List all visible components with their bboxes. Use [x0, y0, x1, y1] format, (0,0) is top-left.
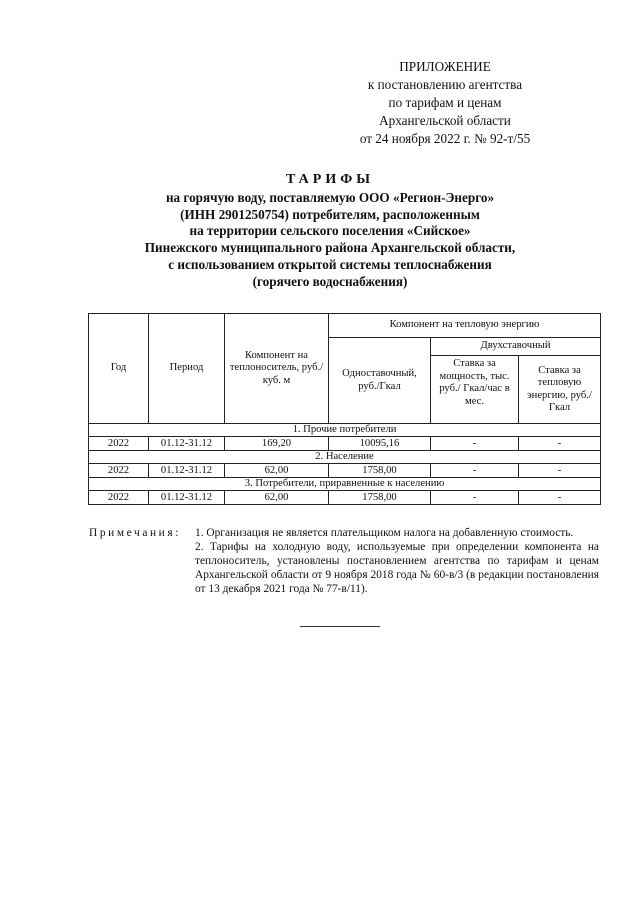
notes-text	[195, 526, 599, 596]
cell-capacity: -	[431, 464, 519, 478]
table-row	[89, 491, 601, 505]
appendix-line: по тарифам и ценам	[388, 95, 502, 110]
title-heading: ТАРИФЫ	[286, 172, 374, 187]
header-period: Период	[149, 314, 225, 424]
cell-capacity: -	[431, 437, 519, 451]
group-label: 1. Прочие потребители	[89, 424, 601, 437]
note-item: 2. Тарифы на холодную воду, используемые при определении компонента на теплоноситель, установлены постановлением агентства по тарифам и ценам Архангельской области от 9 ноября 2018 года № 60-в/3 (в редакции постановления от 13 декабря 2021 года № 77-в/11).	[195, 541, 599, 595]
document-title	[110, 172, 550, 291]
header-carrier: Компонент на теплоноситель, руб./куб. м	[225, 314, 329, 424]
header-two-rate: Двухставочный	[431, 338, 601, 356]
group-label: 2. Население	[89, 451, 601, 464]
appendix-date: от 24 ноября 2022 г. № 92-т/55	[359, 131, 531, 146]
cell-capacity: -	[431, 491, 519, 505]
title-line: (ИНН 2901250754) потребителям, расположенным	[180, 206, 480, 222]
table-row	[89, 464, 601, 478]
title-line: на территории сельского поселения «Сийское»	[189, 223, 471, 239]
cell-carrier: 169,20	[225, 437, 329, 451]
tariffs-table	[88, 313, 601, 505]
header-energy: Компонент на тепловую энергию	[329, 314, 601, 338]
separator-line	[300, 626, 380, 627]
cell-period: 01.12-31.12	[149, 437, 225, 451]
header-energy-rate: Ставка за тепловую энергию, руб./Гкал	[519, 356, 601, 424]
appendix-line: Архангельской области	[379, 113, 511, 128]
cell-energy: -	[519, 464, 601, 478]
cell-carrier: 62,00	[225, 491, 329, 505]
title-line: (горячего водоснабжения)	[252, 273, 408, 289]
group-label: 3. Потребители, приравненные к населению	[89, 478, 601, 491]
header-capacity-rate: Ставка за мощность, тыс. руб./ Гкал/час в мес.	[431, 356, 519, 424]
appendix-block	[330, 58, 560, 148]
cell-year: 2022	[89, 491, 149, 505]
cell-year: 2022	[89, 464, 149, 478]
cell-single: 10095,16	[329, 437, 431, 451]
cell-carrier: 62,00	[225, 464, 329, 478]
header-single-rate: Одноставочный, руб./Гкал	[329, 338, 431, 424]
title-line: Пинежского муниципального района Архангельской области,	[144, 240, 516, 256]
notes-label: Примечания:	[89, 527, 181, 539]
title-line: на горячую воду, поставляемую ООО «Регион-Энерго»	[165, 189, 495, 205]
header-year: Год	[89, 314, 149, 424]
cell-energy: -	[519, 437, 601, 451]
cell-energy: -	[519, 491, 601, 505]
cell-period: 01.12-31.12	[149, 491, 225, 505]
cell-single: 1758,00	[329, 464, 431, 478]
cell-year: 2022	[89, 437, 149, 451]
appendix-line: к постановлению агентства	[367, 77, 523, 92]
note-item: 1. Организация не является плательщиком налога на добавленную стоимость.	[195, 527, 574, 539]
cell-period: 01.12-31.12	[149, 464, 225, 478]
title-line: с использованием открытой системы теплоснабжения	[168, 256, 492, 272]
appendix-title: ПРИЛОЖЕНИЕ	[399, 59, 491, 74]
table-row	[89, 437, 601, 451]
cell-single: 1758,00	[329, 491, 431, 505]
